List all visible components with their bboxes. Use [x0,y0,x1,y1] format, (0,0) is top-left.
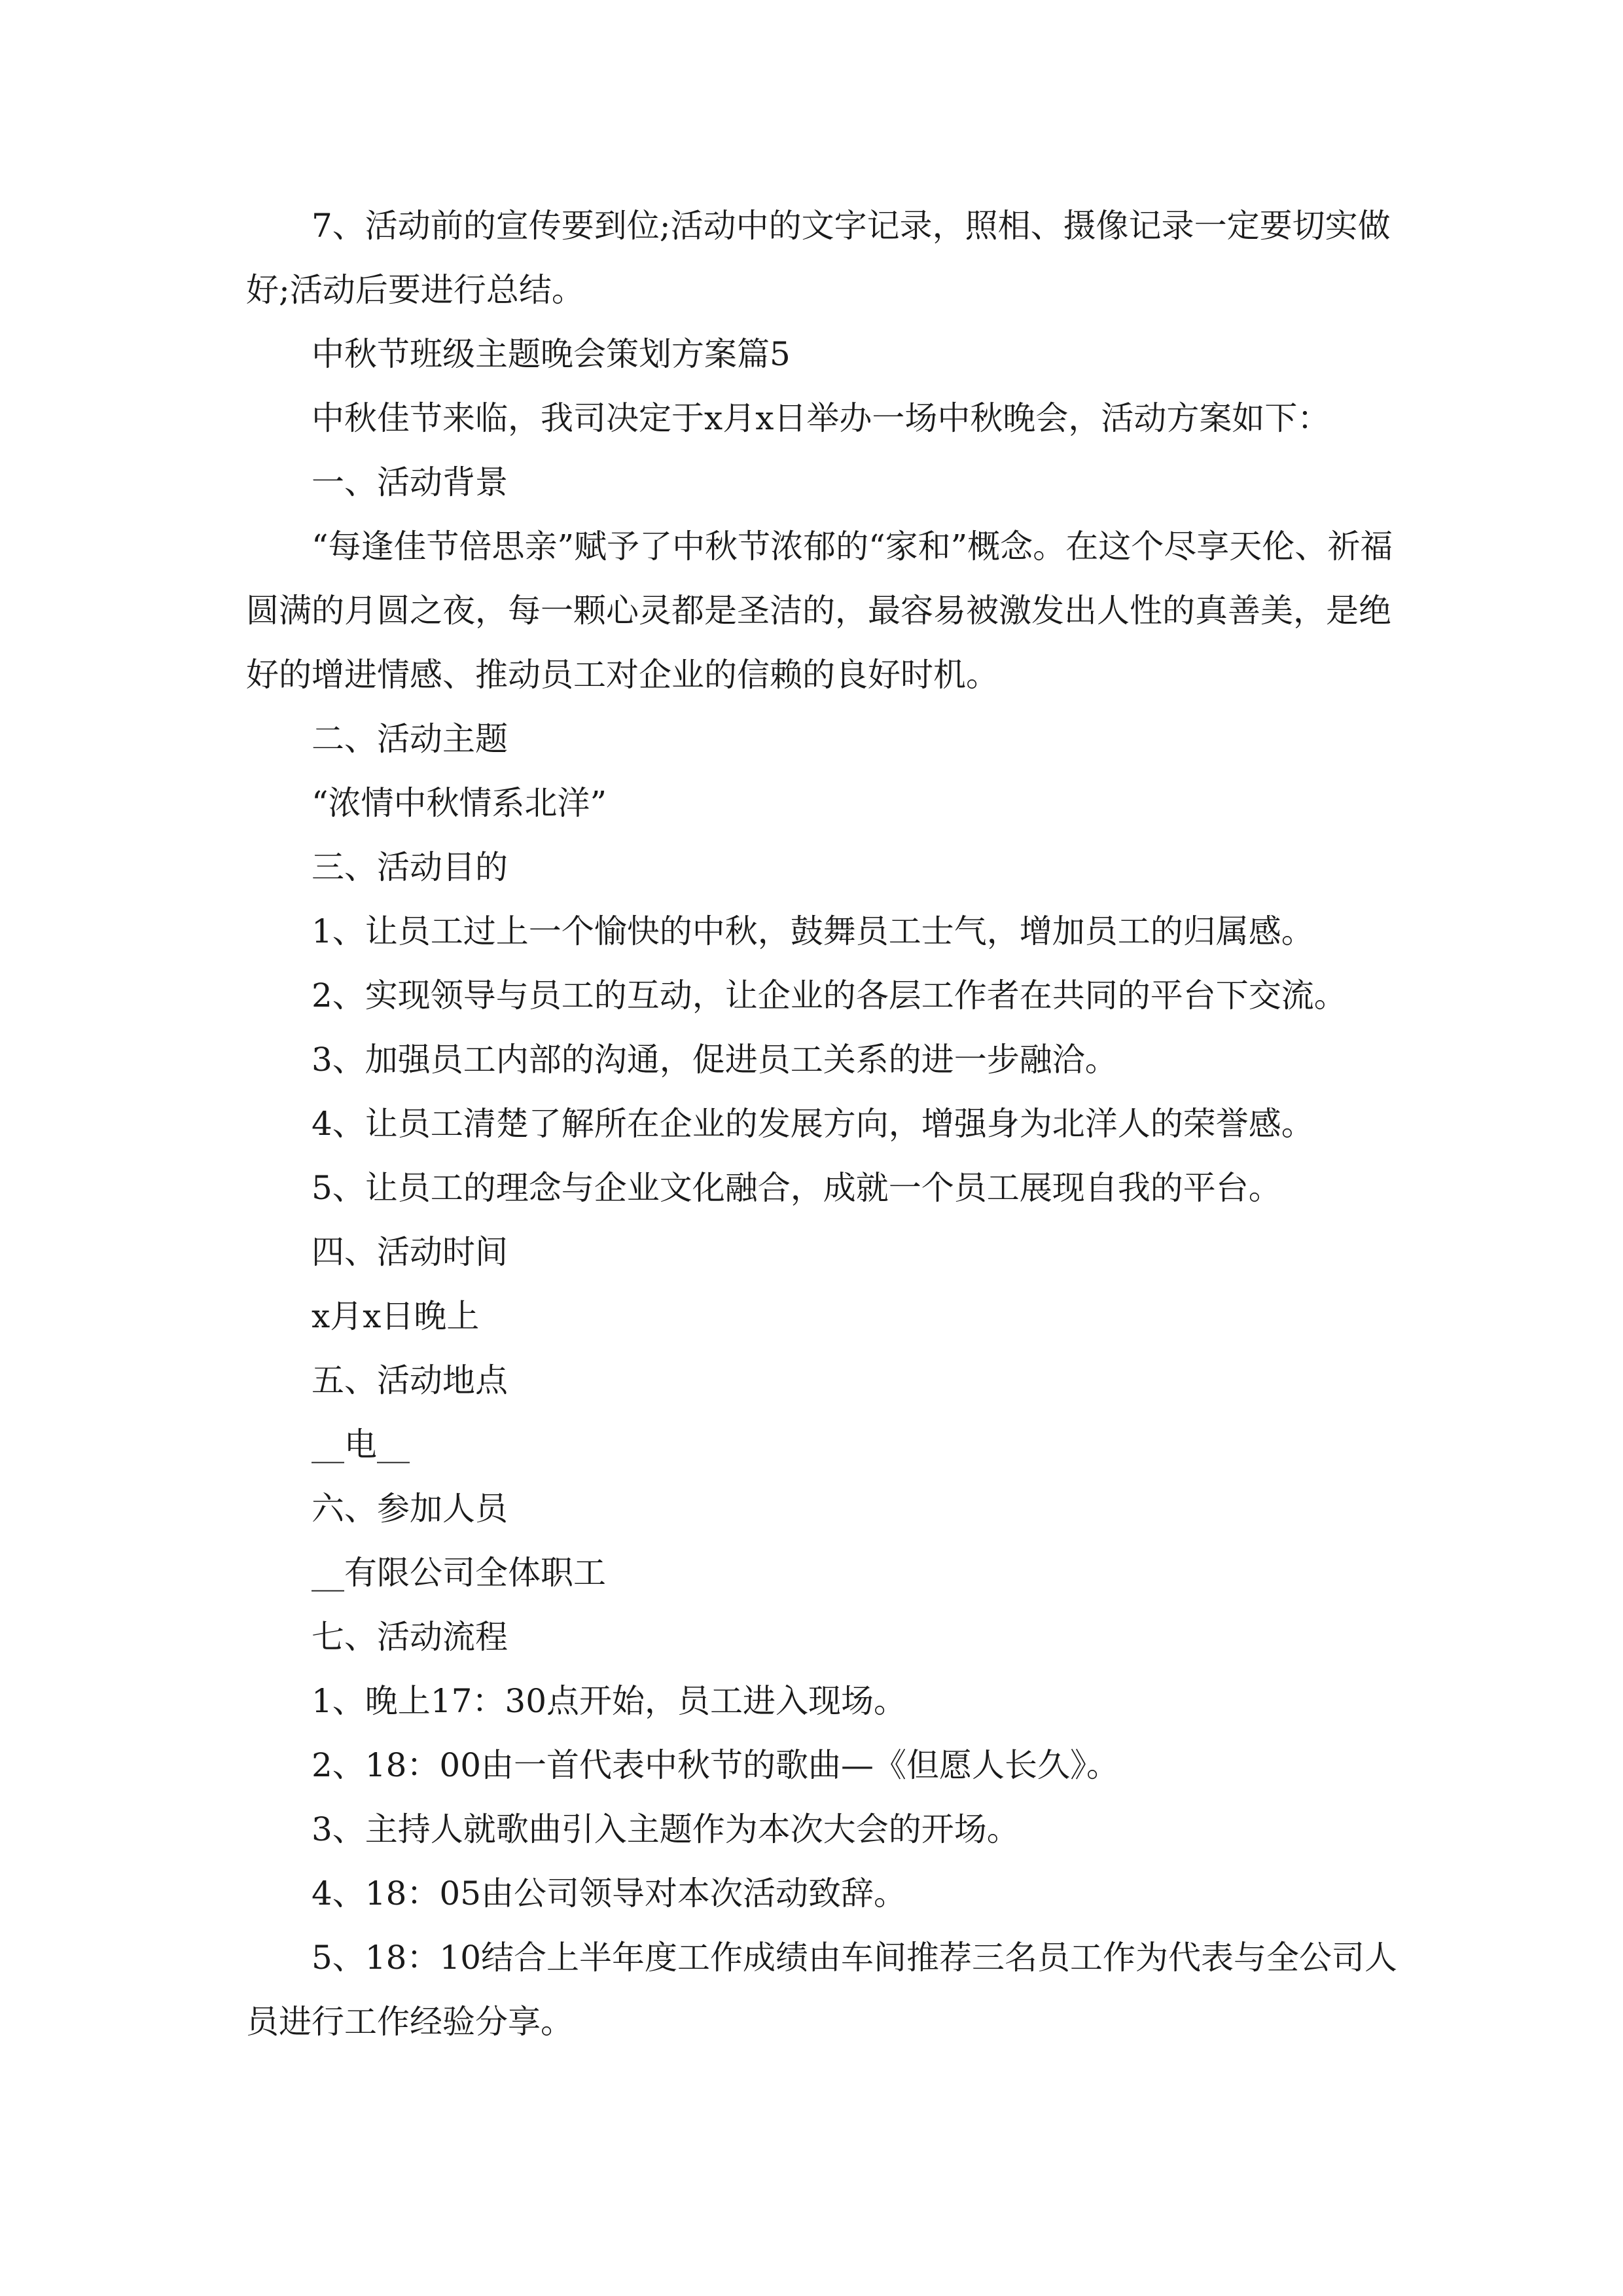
theme-text: “浓情中秋情系北洋” [312,784,607,822]
participants-text: __有限公司全体职工 [312,1554,606,1592]
purpose-item-2: 2、实现领导与员工的互动，让企业的各层工作者在共同的平台下交流。 [312,977,1347,1014]
heading-theme: 二、活动主题 [312,720,508,758]
heading-background: 一、活动背景 [312,463,508,501]
document-body [246,194,1398,2054]
purpose-item-3: 3、加强员工内部的沟通，促进员工关系的进一步融洽。 [312,1041,1118,1079]
paragraph-item-7-conclusion: 7、活动前的宣传要到位;活动中的文字记录，照相、摄像记录一定要切实做好;活动后要进行总结。 [246,207,1391,309]
heading-time: 四、活动时间 [312,1233,508,1271]
background-paragraph: “每逢佳节倍思亲”赋予了中秋节浓郁的“家和”概念。在这个尽享天伦、祈福圆满的月圆之夜，每一颗心灵都是圣洁的，最容易被激发出人性的真善美，是绝好的增进情感、推动员工对企业的信赖的良好时机。 [246,528,1393,694]
process-item-2: 2、18：00由一首代表中秋节的歌曲—《但愿人长久》。 [312,1746,1120,1784]
purpose-item-4: 4、让员工清楚了解所在企业的发展方向，增强身为北洋人的荣誉感。 [312,1105,1314,1143]
process-item-3: 3、主持人就歌曲引入主题作为本次大会的开场。 [312,1810,1020,1848]
heading-process: 七、活动流程 [312,1618,508,1656]
heading-location: 五、活动地点 [312,1361,508,1399]
process-item-4: 4、18：05由公司领导对本次活动致辞。 [312,1874,907,1912]
time-text: x月x日晚上 [312,1297,480,1335]
heading-participants: 六、参加人员 [312,1490,508,1528]
location-text: __电__ [312,1426,410,1463]
purpose-item-1: 1、让员工过上一个愉快的中秋，鼓舞员工士气，增加员工的归属感。 [312,912,1314,950]
heading-purpose: 三、活动目的 [312,848,508,886]
process-item-5: 5、18：10结合上半年度工作成绩由车间推荐三名员工作为代表与全公司人员进行工作经验分享。 [246,1939,1398,2041]
purpose-item-5: 5、让员工的理念与企业文化融合，成就一个员工展现自我的平台。 [312,1169,1281,1207]
process-item-1: 1、晚上17：30点开始，员工进入现场。 [312,1682,907,1720]
section-heading-plan-5: 中秋节班级主题晚会策划方案篇5 [312,335,791,373]
intro-paragraph: 中秋佳节来临，我司决定于x月x日举办一场中秋晚会，活动方案如下： [312,399,1330,437]
